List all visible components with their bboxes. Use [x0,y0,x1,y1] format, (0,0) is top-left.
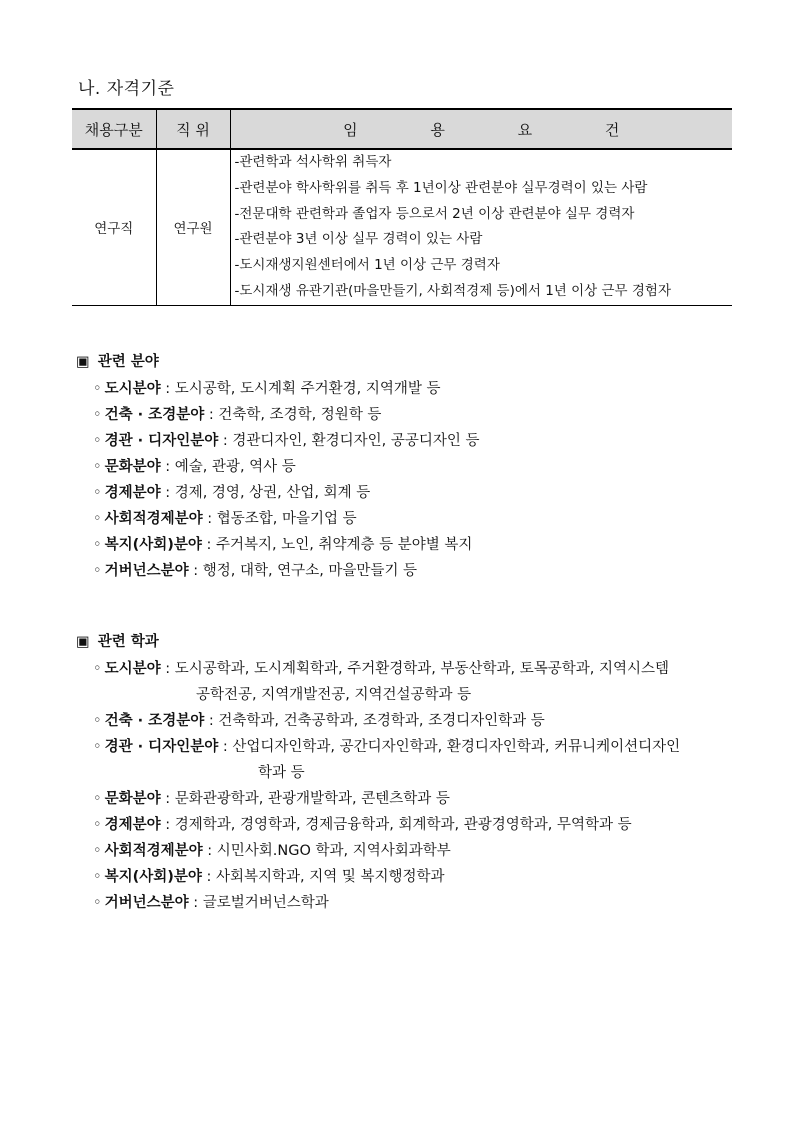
list-item: ◦ 복지(사회)분야 : 주거복지, 노인, 취약계층 등 분야별 복지 [93,537,473,553]
header-position: 직 위 [156,109,230,149]
requirement-line: -전문대학 관련학과 졸업자 등으로서 2년 이상 관련분야 실무 경력자 [234,205,635,222]
list-item: ◦ 거버넌스분야 : 글로벌거버넌스학과 [93,895,329,911]
majors-heading-text: 관련 학과 [97,634,159,650]
list-item: ◦ 복지(사회)분야 : 사회복지학과, 지역 및 복지행정학과 [93,869,445,885]
cell-category: 연구직 [72,149,156,305]
table-header-row [72,109,732,149]
section-title: 나. 자격기준 [78,79,175,99]
list-item: ◦ 경관 · 디자인분야 : 산업디자인학과, 공간디자인학과, 환경디자인학과, 커뮤니케이션디자인 [93,739,681,755]
list-item: ◦ 도시분야 : 도시공학, 도시계획 주거환경, 지역개발 등 [93,381,441,397]
requirement-line: -관련분야 학사학위를 취득 후 1년이상 관련분야 실무경력이 있는 사람 [234,179,648,196]
requirement-line: -도시재생지원센터에서 1년 이상 근무 경력자 [234,257,500,274]
requirement-line: -도시재생 유관기관(마을만들기, 사회적경제 등)에서 1년 이상 근무 경험자 [234,282,672,299]
list-item: ◦ 문화분야 : 문화관광학과, 관광개발학과, 콘텐츠학과 등 [93,791,450,807]
list-item: ◦ 건축 · 조경분야 : 건축학과, 건축공학과, 조경학과, 조경디자인학과 등 [93,713,545,729]
list-item: ◦ 건축 · 조경분야 : 건축학, 조경학, 정원학 등 [93,407,382,423]
list-item: ◦ 경제분야 : 경제학과, 경영학과, 경제금융학과, 회계학과, 관광경영학과, 무역학과 등 [93,817,632,833]
header-requirements: 임 용 요 건 [230,109,732,149]
requirement-line: -관련학과 석사학위 취득자 [234,154,392,170]
header-category: 채용구분 [72,109,156,149]
list-item: ◦ 문화분야 : 예술, 관광, 역사 등 [93,459,296,475]
list-item: ◦ 사회적경제분야 : 협동조합, 마을기업 등 [93,511,357,527]
square-bullet-icon: ▣ [76,634,90,650]
fields-heading-text: 관련 분야 [97,354,159,370]
cell-position: 연구원 [156,149,230,305]
table-row [72,149,732,305]
list-item: ◦ 도시분야 : 도시공학과, 도시계획학과, 주거환경학과, 부동산학과, 토목공학과, 지역시스템 [93,661,670,677]
list-item: ◦ 사회적경제분야 : 시민사회.NGO 학과, 지역사회과학부 [93,843,451,859]
list-item: ◦ 경제분야 : 경제, 경영, 상권, 산업, 회계 등 [93,485,371,501]
list-item-continuation: 공학전공, 지역개발전공, 지역건설공학과 등 [196,687,472,703]
qualification-table [72,108,732,306]
majors-heading [76,630,159,651]
list-item-continuation: 학과 등 [258,765,305,781]
cell-requirements [230,149,732,305]
fields-heading [76,350,159,371]
square-bullet-icon: ▣ [76,354,90,370]
requirement-line: -관련분야 3년 이상 실무 경력이 있는 사람 [234,231,483,248]
list-item: ◦ 경관 · 디자인분야 : 경관디자인, 환경디자인, 공공디자인 등 [93,433,480,449]
list-item: ◦ 거버넌스분야 : 행정, 대학, 연구소, 마을만들기 등 [93,563,418,579]
